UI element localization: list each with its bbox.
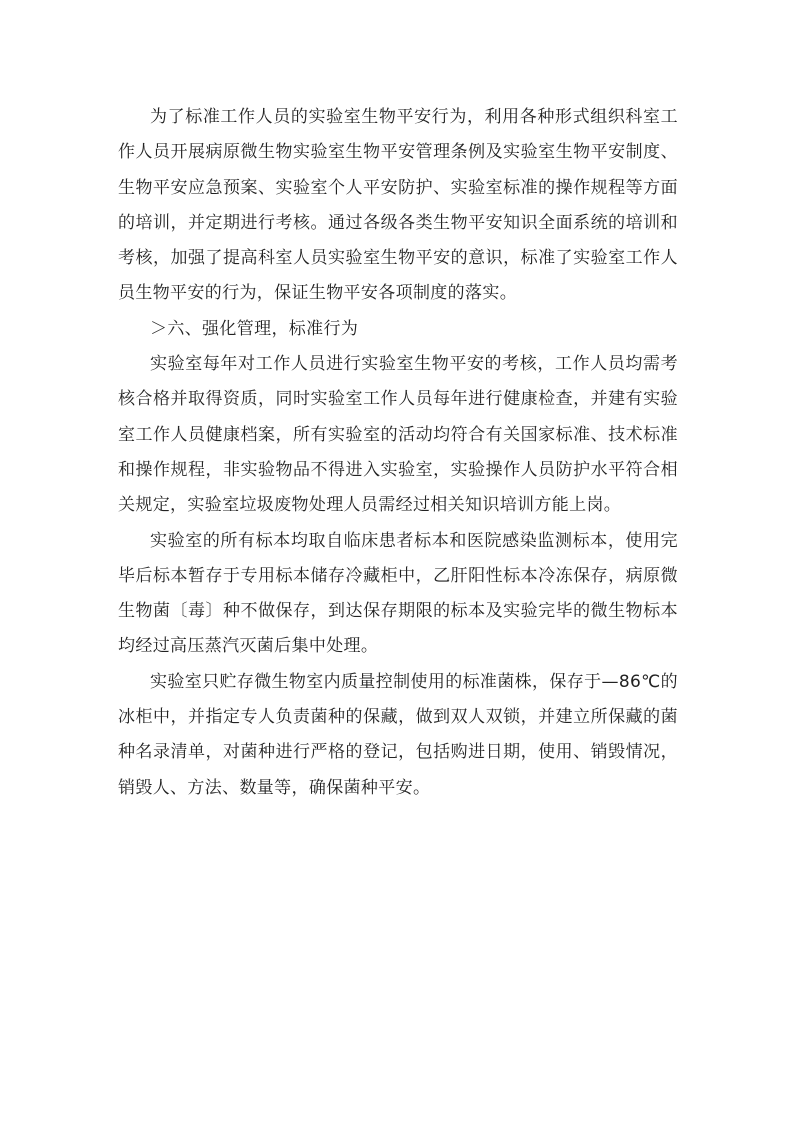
section-heading-six: ＞六、强化管理，标准行为 — [150, 318, 359, 339]
paragraph-strains: 实验室只贮存微生物室内质量控制使用的标准菌株，保存于—86℃的冰柜中，并指定专人负责菌种的保藏，做到双人双锁，并建立所保藏的菌种名录清单，对菌种进行严格的登记，包括购进日期，使用、销毁情况，销毁人、方法、数量等，确保菌种平安。 — [118, 671, 678, 798]
paragraph-assessment: 实验室每年对工作人员进行实验室生物平安的考核，工作人员均需考核合格并取得资质，同时实验室工作人员每年进行健康检查，并建有实验室工作人员健康档案，所有实验室的活动均符合有关国家标准、技术标准和操作规程，非实验物品不得进入实验室，实验操作人员防护水平符合相关规定，实验室垃圾废物处理人员需经过相关知识培训方能上岗。 — [118, 354, 678, 516]
paragraph-training: 为了标准工作人员的实验室生物平安行为，利用各种形式组织科室工作人员开展病原微生物实验室生物平安管理条例及实验室生物平安制度、生物平安应急预案、实验室个人平安防护、实验室标准的操作规程等方面的培训，并定期进行考核。通过各级各类生物平安知识全面系统的培训和考核，加强了提高科室人员实验室生物平安的意识，标准了实验室工作人员生物平安的行为，保证生物平安各项制度的落实。 — [118, 107, 678, 304]
paragraph-specimens: 实验室的所有标本均取自临床患者标本和医院感染监测标本，使用完毕后标本暂存于专用标本储存冷藏柜中，乙肝阳性标本冷冻保存，病原微生物菌〔毒〕种不做保存，到达保存期限的标本及实验完毕的微生物标本均经过高压蒸汽灭菌后集中处理。 — [118, 530, 678, 657]
document-body — [118, 100, 678, 806]
